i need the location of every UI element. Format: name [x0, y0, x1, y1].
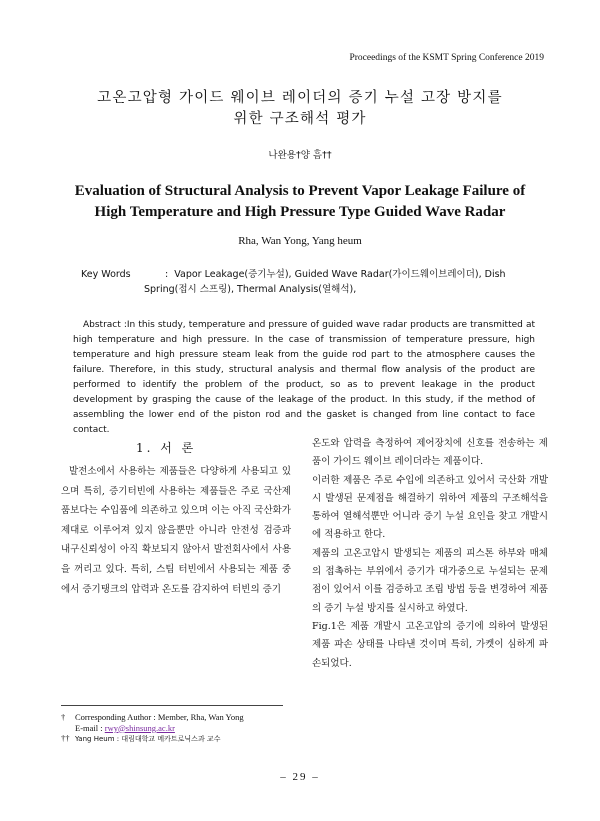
keywords-line1: Vapor Leakage(증기누설), Guided Wave Radar(가이드웨이브레이더), Dish	[174, 269, 506, 280]
footnote-mark-double-dagger: ††	[61, 733, 70, 743]
footnote-divider	[61, 705, 283, 706]
english-title-line1: Evaluation of Structural Analysis to Prevent Vapor Leakage Failure of	[74, 183, 526, 199]
english-title	[60, 181, 540, 223]
korean-title	[0, 88, 600, 130]
footnote-1	[61, 712, 321, 723]
footnote-author: Corresponding Author : Member, Rha, Wan Yong	[75, 712, 244, 722]
english-authors: Rha, Wan Yong, Yang heum	[238, 235, 362, 247]
keywords-label: Key Words	[81, 269, 131, 280]
korean-title-line2: 위한 구조해석 평가	[233, 111, 367, 127]
footnote-coauthor: Yang Heum : 대림대학교 메카트로닉스과 교수	[75, 735, 221, 743]
keywords-line2: Spring(접시 스프링), Thermal Analysis(열해석),	[144, 284, 357, 295]
page-number: – 29 –	[280, 771, 320, 783]
intro-paragraph-right-5: Fig.1은 제품 개발시 고온고압의 증기에 의하여 발생된 제품 파손 상태를 나타낸 것이며 특히, 가켓이 심하게 파손되었다.	[312, 620, 548, 669]
keywords-colon: :	[165, 269, 169, 280]
footnote-mark-dagger: †	[61, 712, 66, 722]
left-column	[61, 462, 291, 599]
intro-paragraph-right-4: 제품의 고온고압시 발생되는 제품의 피스톤 하부와 매체의 접촉하는 부위에서 증기가 대가중으로 누설되는 문제점이 있어서 이를 검증하고 조립 방법 등을 변경하여 제품의 증기 누설 방지를 실시하고 하였다.	[312, 547, 548, 614]
english-title-line2: High Temperature and High Pressure Type Guided Wave Radar	[94, 204, 506, 220]
abstract-text: :In this study, temperature and pressure of guided wave radar products are transmitted at high temperature and high pressure. In the case of transmission of temperature pressure, high temperature and high pressure steam leak from the guide rod part to the atmosphere causes the failure. Therefore, in this study, structural analysis and thermal flow analysis of the product are performed to identify the problem of the product, so as to prevent leakage in the product development by grasping the cause of the leakage of the product. In this study, if the method of assembling the lower end of the piston rod and the gasket is changed from line contact to face contact.	[73, 320, 535, 435]
korean-title-line1: 고온고압형 가이드 웨이브 레이더의 증기 누설 고장 방지를	[97, 90, 503, 106]
footnote-email-row	[61, 723, 321, 734]
email-link[interactable]: rwy@shinsung.ac.kr	[104, 722, 175, 733]
intro-paragraph-left: 발전소에서 사용하는 제품들은 다양하게 사용되고 있으며 특히, 증기터빈에 사용하는 제품들은 주로 국산제품보다는 수입품에 의존하고 있으며 이는 아직 국산화가 제대로 이루어져 있지 않을뿐만 아니라 안전성 검증과 내구신뢰성이 아직 확보되지 않아서 발전회사에서 사용을 꺼리고 있다. 특히, 스팀 터빈에서 사용되는 제품 중에서 증기탱크의 압력과 온도를 감지하여 터빈의 증기	[61, 466, 291, 595]
footnotes	[61, 712, 321, 745]
abstract	[73, 318, 535, 438]
keywords	[81, 267, 541, 297]
keywords-row1	[81, 267, 541, 282]
korean-authors: 나완용†양 흠††	[268, 150, 332, 161]
abstract-heading: Abstract	[83, 320, 121, 330]
footnote-email-label: E-mail :	[75, 722, 103, 733]
conference-header: Proceedings of the KSMT Spring Conference 2019	[349, 53, 544, 63]
right-column	[312, 435, 548, 673]
intro-paragraph-right-1: 온도와 압력을 측정하여 제어장치에 신호를 전송하는 제품이 가이드 웨이브 레이더라는 제품이다.	[312, 438, 548, 468]
intro-paragraph-right-3: 이러한 제품은 주로 수입에 의존하고 있어서 국산화 개발시 발생된 문제점을 해결하기 위하여 제품의 구조해석을 통하여 열해석뿐만 어니라 증기 누설 요인을 찾고 개발시에 적용하고 한다.	[312, 474, 548, 541]
section-title-introduction: 1. 서 론	[136, 441, 197, 455]
footnote-2	[61, 733, 321, 745]
